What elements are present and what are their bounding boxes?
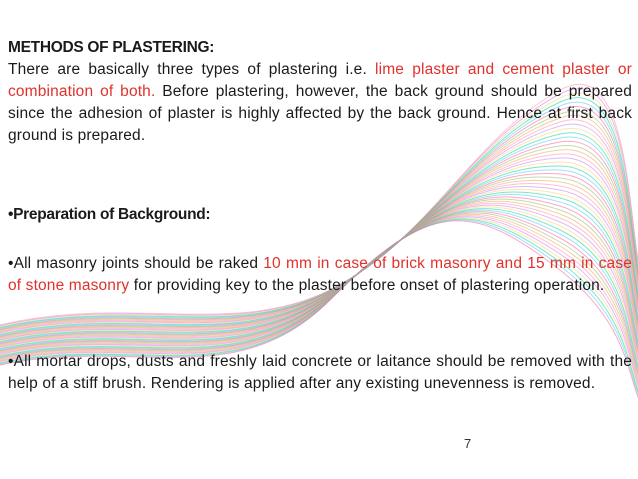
para1-text-a: There are basically three types of plastering i.e. — [8, 61, 376, 78]
heading-preparation-of-background: •Preparation of Background: — [8, 206, 211, 223]
heading-methods-of-plastering: METHODS OF PLASTERING: — [8, 39, 215, 56]
bullet-masonry-joints — [8, 253, 632, 297]
para2-text-a: •All masonry joints should be raked — [8, 255, 264, 272]
paragraph-plastering-types — [8, 59, 632, 147]
bullet-mortar-drops: •All mortar drops, dusts and freshly laid concrete or laitance should be removed with the help of a stiff brush. Rendering is applied after any existing unevenness is removed. — [8, 353, 632, 392]
para2-highlight: 10 mm in case of brick masonry and 15 mm in case of stone masonry — [8, 255, 632, 294]
page-number: 7 — [464, 436, 472, 451]
wave-line — [0, 141, 638, 341]
para1-highlight: lime plaster and cement plaster or combination of both. — [8, 61, 632, 100]
para2-text-c: for providing key to the plaster before onset of plastering operation. — [129, 277, 605, 294]
para1-text-c: Before plastering, however, the back ground should be prepared since the adhesion of plaster is highly affected by the back ground. Hence at first back ground is prepared. — [8, 83, 632, 144]
